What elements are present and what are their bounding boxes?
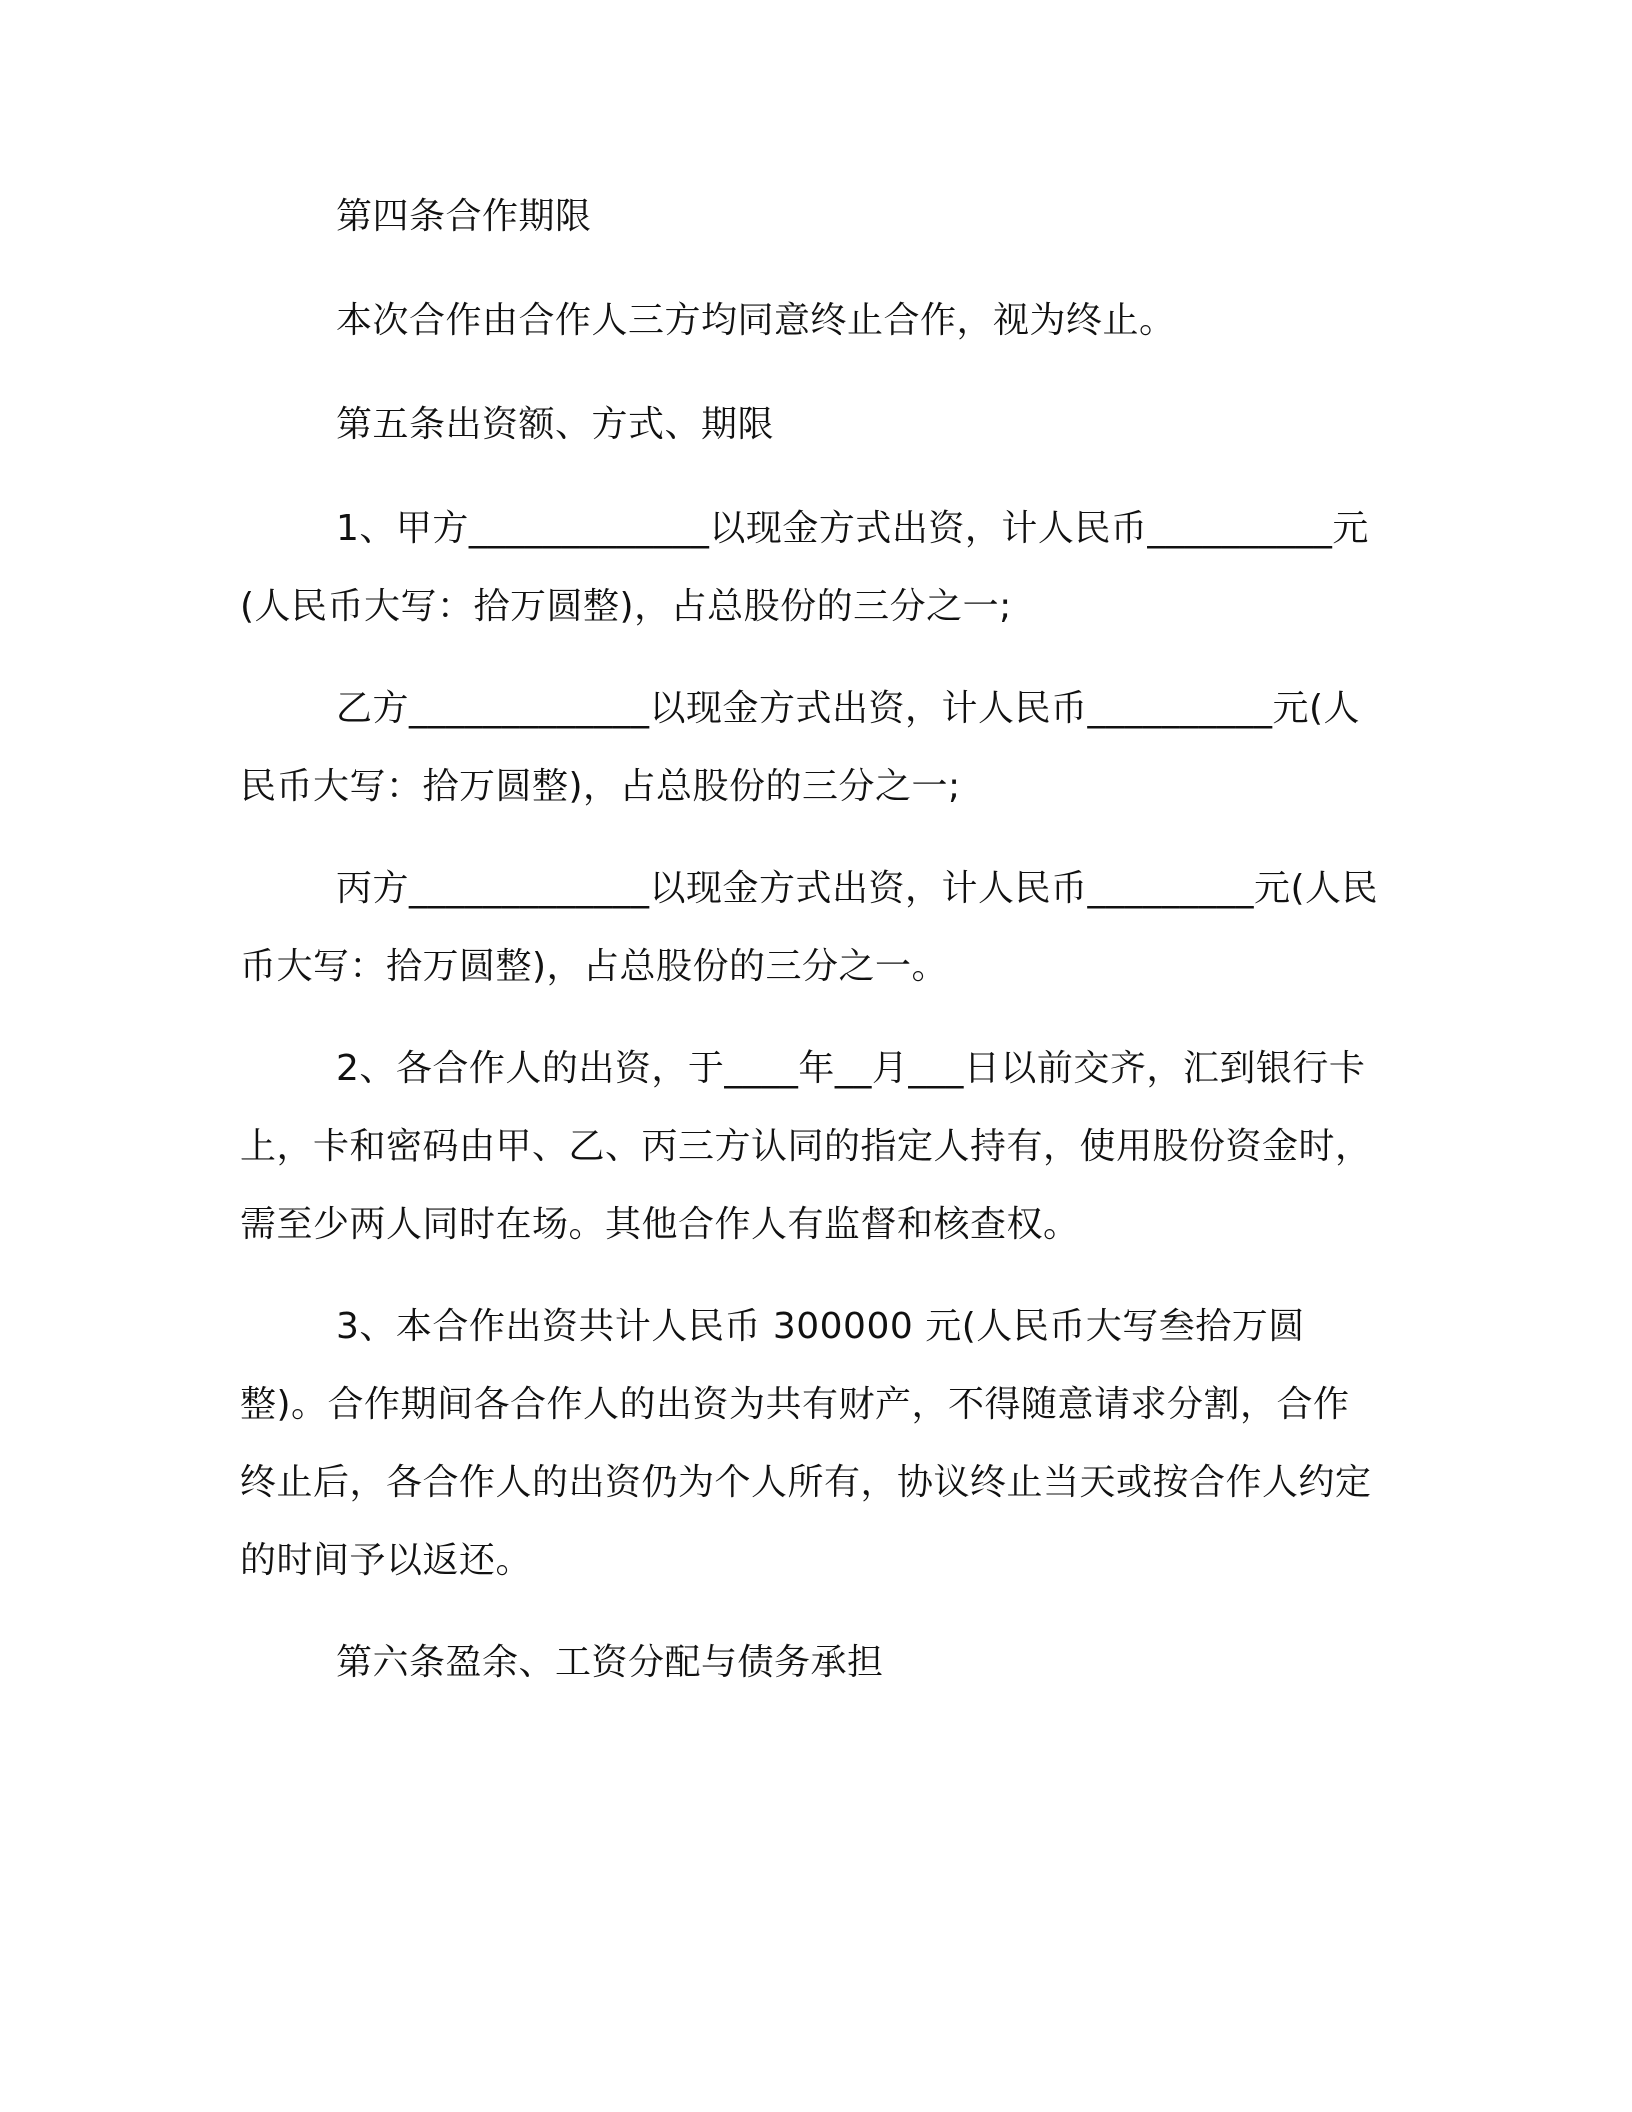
document-body	[240, 178, 1380, 1702]
party-c-contribution: 丙方_____________以现金方式出资，计人民币_________元(人民币大写：拾万圆整)，占总股份的三分之一。	[240, 868, 1379, 987]
party-b-contribution: 乙方_____________以现金方式出资，计人民币__________元(人民币大写：拾万圆整)，占总股份的三分之一;	[240, 688, 1361, 807]
party-a-contribution: 1、甲方_____________以现金方式出资，计人民币__________元(人民币大写：拾万圆整)，占总股份的三分之一;	[240, 508, 1369, 627]
article-4-heading: 第四条合作期限	[336, 196, 592, 237]
contribution-deadline-clause: 2、各合作人的出资，于____年__月___日以前交齐，汇到银行卡上，卡和密码由甲、乙、丙三方认同的指定人持有，使用股份资金时，需至少两人同时在场。其他合作人有监督和核查权。	[240, 1048, 1372, 1245]
total-contribution-clause: 3、本合作出资共计人民币 300000 元(人民币大写叁拾万圆整)。合作期间各合作人的出资为共有财产，不得随意请求分割，合作终止后，各合作人的出资仍为个人所有，协议终止当天或按合作人约定的时间予以返还。	[240, 1306, 1372, 1581]
article-4-text: 本次合作由合作人三方均同意终止合作，视为终止。	[336, 300, 1176, 341]
article-6-heading: 第六条盈余、工资分配与债务承担	[336, 1642, 884, 1683]
article-5-heading: 第五条出资额、方式、期限	[336, 404, 775, 445]
